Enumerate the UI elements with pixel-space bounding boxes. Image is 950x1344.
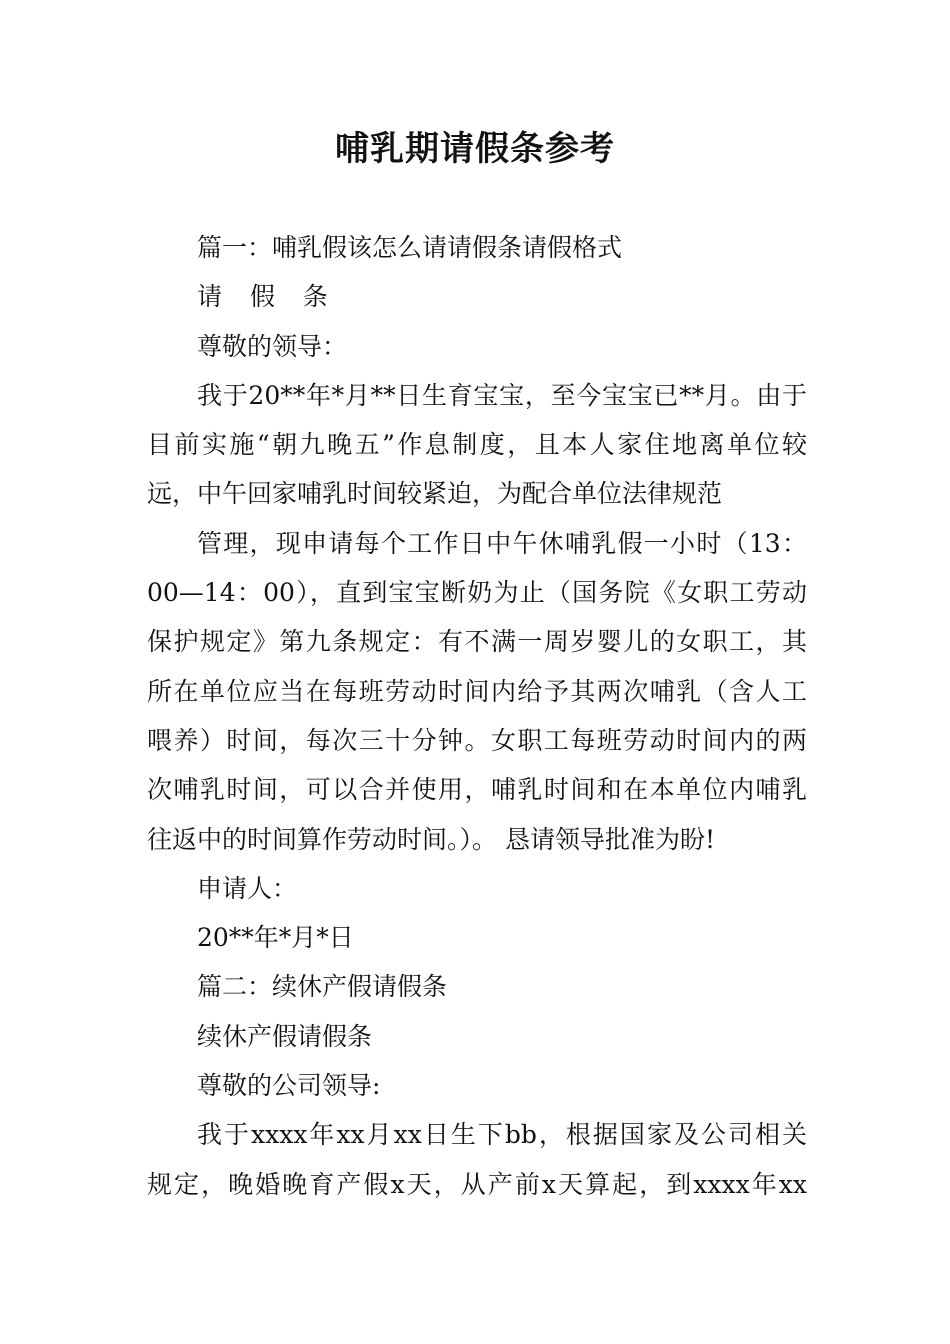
section1-subtitle: 请 假 条 [197,282,338,312]
section2-subtitle: 续休产假请假条 [197,1021,373,1051]
section2-salutation: 尊敬的公司领导: [197,1071,381,1101]
date-line: 20**年*月*日 [197,923,354,953]
section1-paragraph-1 [147,371,807,519]
text-line: 次哺乳时间，可以合并使用，哺乳时间和在本单位内哺乳 [147,775,807,805]
text-line: 喂养）时间，每次三十分钟。女职工每班劳动时间内的两 [147,725,807,755]
text-line: 我于xxxx年xx月xx日生下bb，根据国家及公司相关 [197,1120,807,1150]
text-line: 保护规定》第九条规定：有不满一周岁婴儿的女职工，其 [147,627,807,657]
text-line: 所在单位应当在每班劳动时间内给予其两次哺乳（含人工 [147,676,807,706]
section1-heading: 篇一：哺乳假该怎么请请假条请假格式 [197,233,623,262]
text-line: 往返中的时间算作劳动时间。）。 恳请领导批准为盼! [147,824,715,854]
text-line: 远，中午回家哺乳时间较紧迫，为配合单位法律规范 [147,479,723,509]
section1-paragraph-2 [147,519,807,864]
section2-paragraph-1 [147,1110,807,1209]
document-title: 哺乳期请假条参考 [335,129,615,169]
text-line: 目前实施“朝九晚五”作息制度，且本人家住地离单位较 [147,430,807,460]
section2-heading: 篇二：续休产假请假条 [197,972,448,1002]
section1-salutation: 尊敬的领导： [197,331,348,361]
document-body [147,223,807,1209]
text-line: 规定，晚婚晚育产假x天，从产前x天算起，到xxxx年xx [147,1169,807,1199]
text-line: 我于20**年*月**日生育宝宝，至今宝宝已**月。由于 [197,380,807,410]
text-line: 00—14：00），直到宝宝断奶为止（国务院《女职工劳动 [147,578,807,608]
text-line: 管理，现申请每个工作日中午休哺乳假一小时（13： [197,528,807,558]
applicant-line: 申请人： [197,873,298,903]
